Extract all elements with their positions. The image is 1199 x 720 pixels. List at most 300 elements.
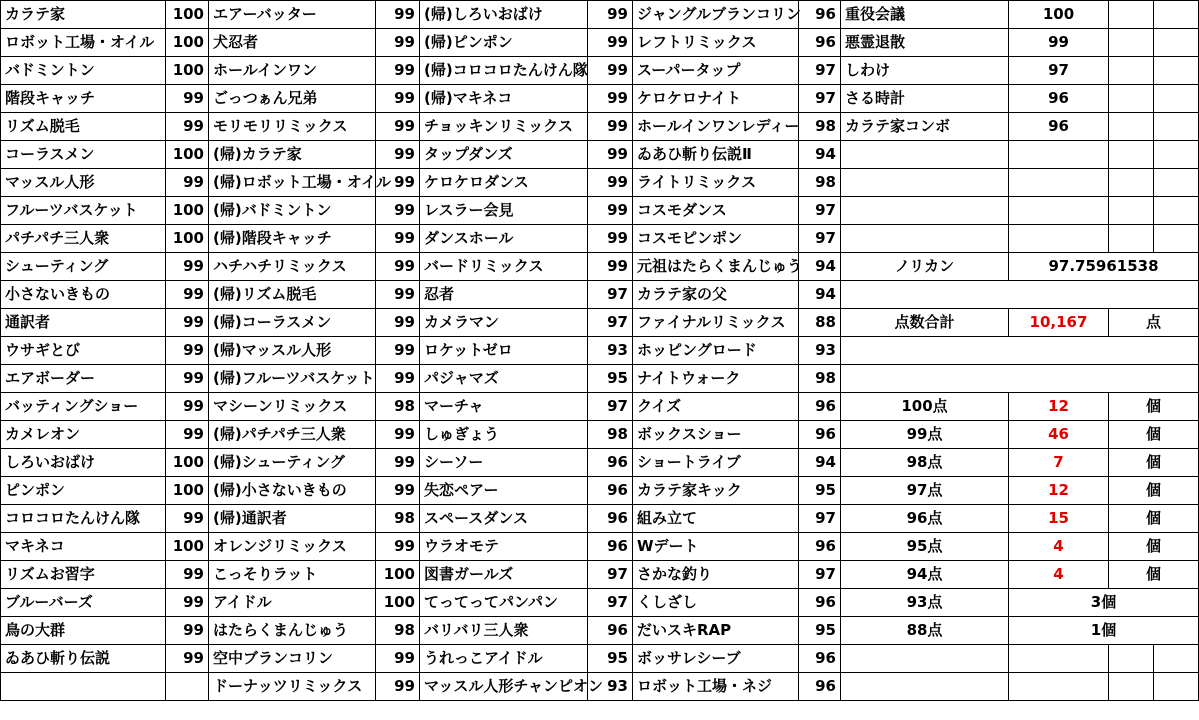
- song-name-cell: マッスル人形: [1, 169, 166, 197]
- score-cell: 99: [588, 197, 633, 225]
- score-cell: 99: [376, 57, 420, 85]
- score-cell: 99: [376, 645, 420, 673]
- score-cell: 97: [799, 197, 841, 225]
- song-name-cell: マキネコ: [1, 533, 166, 561]
- score-cell: 96: [799, 421, 841, 449]
- empty-cell: [1154, 197, 1199, 225]
- total-unit: 点: [1109, 309, 1199, 337]
- score-cell: 99: [166, 365, 209, 393]
- count-label: 97点: [841, 477, 1009, 505]
- norikan-label: ノリカン: [841, 253, 1009, 281]
- score-cell: 96: [799, 673, 841, 701]
- song-name-cell: チョッキンリミックス: [420, 113, 588, 141]
- song-name-cell: こっそりラット: [209, 561, 376, 589]
- song-name-cell: シューティング: [1, 253, 166, 281]
- empty-cell: [1109, 169, 1154, 197]
- count-value: 12: [1009, 477, 1109, 505]
- song-name-cell: さかな釣り: [633, 561, 799, 589]
- count-label: 88点: [841, 617, 1009, 645]
- song-name-cell: カラテ家コンボ: [841, 113, 1009, 141]
- empty-cell: [1154, 225, 1199, 253]
- score-cell: 97: [588, 393, 633, 421]
- table-row: [1, 225, 1199, 253]
- score-cell: 96: [799, 589, 841, 617]
- song-name-cell: コスモピンポン: [633, 225, 799, 253]
- count-unit: 個: [1109, 421, 1199, 449]
- empty-cell: [1109, 673, 1154, 701]
- song-name-cell: (帰)マキネコ: [420, 85, 588, 113]
- song-name-cell: ロボット工場・ネジ: [633, 673, 799, 701]
- score-cell: 95: [799, 477, 841, 505]
- total-label: 点数合計: [841, 309, 1009, 337]
- score-cell: 96: [799, 645, 841, 673]
- count-value: 46: [1009, 421, 1109, 449]
- song-name-cell: カラテ家: [1, 1, 166, 29]
- score-cell: 95: [588, 365, 633, 393]
- song-name-cell: バードリミックス: [420, 253, 588, 281]
- song-name-cell: (帰)階段キャッチ: [209, 225, 376, 253]
- score-cell: 99: [376, 225, 420, 253]
- empty-cell: [1154, 673, 1199, 701]
- table-row: [1, 197, 1199, 225]
- count-unit: 個: [1109, 505, 1199, 533]
- count-value: 1個: [1009, 617, 1199, 645]
- song-name-cell: コーラスメン: [1, 141, 166, 169]
- song-name-cell: ロボット工場・オイル: [1, 29, 166, 57]
- table-row: [1, 169, 1199, 197]
- table-row: [1, 309, 1199, 337]
- song-name-cell: 重役会議: [841, 1, 1009, 29]
- song-name-cell: (帰)コーラスメン: [209, 309, 376, 337]
- song-name-cell: 元祖はたらくまんじゅう: [633, 253, 799, 281]
- song-name-cell: カメラマン: [420, 309, 588, 337]
- count-value: 4: [1009, 561, 1109, 589]
- song-name-cell: ピンポン: [1, 477, 166, 505]
- score-cell: 100: [166, 197, 209, 225]
- score-cell: 97: [1009, 57, 1109, 85]
- song-name-cell: レスラー会見: [420, 197, 588, 225]
- norikan-value: 97.75961538: [1009, 253, 1199, 281]
- song-name-cell: パジャマズ: [420, 365, 588, 393]
- song-name-cell: バリバリ三人衆: [420, 617, 588, 645]
- score-cell: 100: [376, 561, 420, 589]
- score-cell: 96: [799, 29, 841, 57]
- song-name-cell: ボッサレシーブ: [633, 645, 799, 673]
- score-cell: 99: [376, 533, 420, 561]
- song-name-cell: ドーナッツリミックス: [209, 673, 376, 701]
- table-row: [1, 85, 1199, 113]
- empty-cell: [1009, 141, 1109, 169]
- empty-cell: [1109, 225, 1154, 253]
- score-cell: 96: [1009, 85, 1109, 113]
- song-name-cell: スペースダンス: [420, 505, 588, 533]
- empty-cell: [841, 673, 1009, 701]
- song-name-cell: モリモリリミックス: [209, 113, 376, 141]
- score-cell: 100: [1009, 1, 1109, 29]
- score-cell: 99: [588, 113, 633, 141]
- score-cell: 99: [166, 393, 209, 421]
- score-cell: 99: [166, 169, 209, 197]
- score-cell: 99: [588, 1, 633, 29]
- song-name-cell: てってってパンパン: [420, 589, 588, 617]
- song-name-cell: エアボーダー: [1, 365, 166, 393]
- score-cell: 94: [799, 449, 841, 477]
- score-cell: 97: [588, 589, 633, 617]
- score-cell: 96: [588, 477, 633, 505]
- empty-cell: [841, 141, 1009, 169]
- empty-cell: [1009, 225, 1109, 253]
- song-name-cell: ブルーバーズ: [1, 589, 166, 617]
- score-cell: 99: [166, 85, 209, 113]
- empty-cell: [1154, 169, 1199, 197]
- score-cell: 95: [588, 645, 633, 673]
- empty-cell: [841, 281, 1199, 309]
- song-name-cell: フルーツバスケット: [1, 197, 166, 225]
- count-unit: 個: [1109, 561, 1199, 589]
- score-cell: 99: [1009, 29, 1109, 57]
- score-cell: 99: [376, 141, 420, 169]
- score-cell: 99: [376, 113, 420, 141]
- score-cell: 99: [588, 253, 633, 281]
- song-name-cell: [1, 673, 166, 701]
- count-label: 96点: [841, 505, 1009, 533]
- score-cell: 97: [799, 561, 841, 589]
- score-cell: 95: [799, 617, 841, 645]
- score-cell: 88: [799, 309, 841, 337]
- score-cell: 99: [166, 561, 209, 589]
- song-name-cell: ホッピングロード: [633, 337, 799, 365]
- score-cell: 98: [588, 421, 633, 449]
- count-label: 95点: [841, 533, 1009, 561]
- empty-cell: [1109, 113, 1154, 141]
- score-cell: 93: [588, 337, 633, 365]
- table-row: [1, 113, 1199, 141]
- song-name-cell: 階段キャッチ: [1, 85, 166, 113]
- score-cell: 97: [799, 57, 841, 85]
- song-name-cell: Wデート: [633, 533, 799, 561]
- empty-cell: [1154, 1, 1199, 29]
- song-name-cell: ナイトウォーク: [633, 365, 799, 393]
- song-name-cell: (帰)ロボット工場・オイル: [209, 169, 376, 197]
- song-name-cell: 忍者: [420, 281, 588, 309]
- song-name-cell: ウサギとび: [1, 337, 166, 365]
- song-name-cell: ファイナルリミックス: [633, 309, 799, 337]
- score-cell: 97: [799, 225, 841, 253]
- score-cell: 100: [166, 29, 209, 57]
- score-cell: 97: [588, 281, 633, 309]
- song-name-cell: カラテ家キック: [633, 477, 799, 505]
- song-name-cell: ウラオモテ: [420, 533, 588, 561]
- empty-cell: [1109, 141, 1154, 169]
- song-name-cell: (帰)小さないきもの: [209, 477, 376, 505]
- song-name-cell: カラテ家の父: [633, 281, 799, 309]
- count-label: 94点: [841, 561, 1009, 589]
- score-cell: 100: [166, 141, 209, 169]
- score-cell: 99: [376, 309, 420, 337]
- song-name-cell: ボックスショー: [633, 421, 799, 449]
- score-cell: [166, 673, 209, 701]
- song-name-cell: 図書ガールズ: [420, 561, 588, 589]
- count-unit: 個: [1109, 533, 1199, 561]
- empty-cell: [841, 169, 1009, 197]
- song-name-cell: (帰)フルーツバスケット: [209, 365, 376, 393]
- song-name-cell: うれっこアイドル: [420, 645, 588, 673]
- score-cell: 94: [799, 281, 841, 309]
- count-unit: 個: [1109, 477, 1199, 505]
- score-cell: 99: [376, 85, 420, 113]
- score-cell: 96: [1009, 113, 1109, 141]
- score-cell: 99: [376, 197, 420, 225]
- score-cell: 99: [376, 281, 420, 309]
- song-name-cell: リズムお習字: [1, 561, 166, 589]
- song-name-cell: (帰)マッスル人形: [209, 337, 376, 365]
- empty-cell: [841, 365, 1199, 393]
- table-row: [1, 589, 1199, 617]
- song-name-cell: (帰)シューティング: [209, 449, 376, 477]
- song-name-cell: 組み立て: [633, 505, 799, 533]
- song-name-cell: (帰)パチパチ三人衆: [209, 421, 376, 449]
- empty-cell: [1109, 645, 1154, 673]
- table-row: [1, 645, 1199, 673]
- score-cell: 99: [588, 141, 633, 169]
- score-cell: 96: [588, 533, 633, 561]
- song-name-cell: しわけ: [841, 57, 1009, 85]
- table-row: [1, 365, 1199, 393]
- score-cell: 99: [166, 421, 209, 449]
- table-row: [1, 337, 1199, 365]
- empty-cell: [1109, 29, 1154, 57]
- empty-cell: [1154, 29, 1199, 57]
- score-cell: 96: [799, 393, 841, 421]
- score-cell: 100: [166, 1, 209, 29]
- empty-cell: [1009, 645, 1109, 673]
- table-row: [1, 561, 1199, 589]
- score-cell: 98: [376, 393, 420, 421]
- empty-cell: [1154, 57, 1199, 85]
- score-cell: 99: [376, 29, 420, 57]
- song-name-cell: シーソー: [420, 449, 588, 477]
- count-label: 99点: [841, 421, 1009, 449]
- score-cell: 99: [588, 57, 633, 85]
- song-name-cell: エアーバッター: [209, 1, 376, 29]
- empty-cell: [1109, 85, 1154, 113]
- song-name-cell: マーチャ: [420, 393, 588, 421]
- song-name-cell: バッティングショー: [1, 393, 166, 421]
- song-name-cell: (帰)通訳者: [209, 505, 376, 533]
- song-name-cell: 犬忍者: [209, 29, 376, 57]
- score-cell: 99: [166, 589, 209, 617]
- score-cell: 98: [799, 113, 841, 141]
- score-cell: 97: [799, 85, 841, 113]
- song-name-cell: タップダンズ: [420, 141, 588, 169]
- count-unit: 個: [1109, 449, 1199, 477]
- score-cell: 100: [166, 57, 209, 85]
- empty-cell: [1154, 141, 1199, 169]
- song-name-cell: 鳥の大群: [1, 617, 166, 645]
- score-cell: 99: [376, 1, 420, 29]
- score-cell: 99: [588, 85, 633, 113]
- score-cell: 96: [799, 1, 841, 29]
- score-cell: 99: [376, 169, 420, 197]
- empty-cell: [1109, 57, 1154, 85]
- score-cell: 99: [376, 449, 420, 477]
- score-cell: 99: [588, 169, 633, 197]
- score-cell: 99: [376, 421, 420, 449]
- score-cell: 98: [799, 169, 841, 197]
- song-name-cell: ゐあひ斬り伝説: [1, 645, 166, 673]
- count-label: 98点: [841, 449, 1009, 477]
- empty-cell: [841, 645, 1009, 673]
- empty-cell: [841, 337, 1199, 365]
- score-cell: 98: [799, 365, 841, 393]
- score-cell: 99: [376, 365, 420, 393]
- table-row: [1, 1, 1199, 29]
- count-value: 15: [1009, 505, 1109, 533]
- song-name-cell: バドミントン: [1, 57, 166, 85]
- score-cell: 100: [166, 225, 209, 253]
- score-cell: 99: [376, 253, 420, 281]
- table-row: [1, 253, 1199, 281]
- song-name-cell: クイズ: [633, 393, 799, 421]
- song-name-cell: レフトリミックス: [633, 29, 799, 57]
- empty-cell: [841, 225, 1009, 253]
- score-cell: 99: [166, 337, 209, 365]
- song-name-cell: コスモダンス: [633, 197, 799, 225]
- song-name-cell: リズム脱毛: [1, 113, 166, 141]
- score-cell: 97: [588, 561, 633, 589]
- score-cell: 100: [376, 589, 420, 617]
- score-cell: 99: [166, 281, 209, 309]
- song-name-cell: (帰)リズム脱毛: [209, 281, 376, 309]
- score-cell: 96: [799, 533, 841, 561]
- empty-cell: [1154, 645, 1199, 673]
- song-name-cell: ロケットゼロ: [420, 337, 588, 365]
- song-name-cell: ショートライブ: [633, 449, 799, 477]
- song-name-cell: はたらくまんじゅう: [209, 617, 376, 645]
- count-value: 4: [1009, 533, 1109, 561]
- score-cell: 99: [376, 477, 420, 505]
- table-row: [1, 281, 1199, 309]
- empty-cell: [841, 197, 1009, 225]
- table-row: [1, 449, 1199, 477]
- empty-cell: [1009, 197, 1109, 225]
- song-name-cell: だいスキRAP: [633, 617, 799, 645]
- table-row: [1, 617, 1199, 645]
- score-cell: 94: [799, 141, 841, 169]
- count-label: 100点: [841, 393, 1009, 421]
- count-value: 7: [1009, 449, 1109, 477]
- score-cell: 100: [166, 449, 209, 477]
- song-name-cell: (帰)カラテ家: [209, 141, 376, 169]
- score-cell: 96: [588, 617, 633, 645]
- song-name-cell: アイドル: [209, 589, 376, 617]
- song-name-cell: スーパータップ: [633, 57, 799, 85]
- score-cell: 99: [588, 29, 633, 57]
- score-cell: 99: [588, 225, 633, 253]
- table-row: [1, 141, 1199, 169]
- empty-cell: [1109, 197, 1154, 225]
- score-cell: 99: [166, 617, 209, 645]
- song-name-cell: (帰)コロコロたんけん隊: [420, 57, 588, 85]
- score-cell: 99: [166, 309, 209, 337]
- score-cell: 93: [799, 337, 841, 365]
- score-cell: 97: [588, 309, 633, 337]
- table-row: [1, 29, 1199, 57]
- song-name-cell: ライトリミックス: [633, 169, 799, 197]
- score-cell: 99: [376, 337, 420, 365]
- song-name-cell: マッスル人形チャンピオン: [420, 673, 588, 701]
- table-row: [1, 477, 1199, 505]
- table-row: [1, 57, 1199, 85]
- score-cell: 96: [588, 505, 633, 533]
- song-name-cell: (帰)しろいおばけ: [420, 1, 588, 29]
- song-name-cell: しゅぎょう: [420, 421, 588, 449]
- score-cell: 93: [588, 673, 633, 701]
- score-cell: 99: [166, 645, 209, 673]
- score-cell: 100: [166, 533, 209, 561]
- score-cell: 96: [588, 449, 633, 477]
- song-name-cell: さる時計: [841, 85, 1009, 113]
- song-name-cell: ホールインワンレディー: [633, 113, 799, 141]
- empty-cell: [1009, 673, 1109, 701]
- score-cell: 97: [799, 505, 841, 533]
- song-name-cell: (帰)ピンポン: [420, 29, 588, 57]
- song-name-cell: パチパチ三人衆: [1, 225, 166, 253]
- song-name-cell: ゐあひ斬り伝説Ⅱ: [633, 141, 799, 169]
- total-value: 10,167: [1009, 309, 1109, 337]
- empty-cell: [1109, 1, 1154, 29]
- score-cell: 99: [166, 253, 209, 281]
- song-name-cell: ホールインワン: [209, 57, 376, 85]
- song-name-cell: 失恋ペアー: [420, 477, 588, 505]
- song-name-cell: 悪霊退散: [841, 29, 1009, 57]
- score-cell: 94: [799, 253, 841, 281]
- empty-cell: [1009, 169, 1109, 197]
- song-name-cell: コロコロたんけん隊: [1, 505, 166, 533]
- song-name-cell: 空中ブランコリン: [209, 645, 376, 673]
- song-name-cell: ハチハチリミックス: [209, 253, 376, 281]
- score-cell: 99: [166, 505, 209, 533]
- table-row: [1, 421, 1199, 449]
- empty-cell: [1154, 113, 1199, 141]
- count-label: 93点: [841, 589, 1009, 617]
- table-row: [1, 505, 1199, 533]
- score-cell: 98: [376, 505, 420, 533]
- song-name-cell: ダンスホール: [420, 225, 588, 253]
- song-name-cell: (帰)バドミントン: [209, 197, 376, 225]
- song-name-cell: くしざし: [633, 589, 799, 617]
- song-name-cell: しろいおばけ: [1, 449, 166, 477]
- song-name-cell: マシーンリミックス: [209, 393, 376, 421]
- table-row: [1, 393, 1199, 421]
- song-name-cell: オレンジリミックス: [209, 533, 376, 561]
- score-cell: 99: [166, 113, 209, 141]
- count-value: 3個: [1009, 589, 1199, 617]
- song-name-cell: ごっつぁん兄弟: [209, 85, 376, 113]
- empty-cell: [1154, 85, 1199, 113]
- song-name-cell: ケロケロナイト: [633, 85, 799, 113]
- table-row: [1, 673, 1199, 701]
- table-row: [1, 533, 1199, 561]
- count-unit: 個: [1109, 393, 1199, 421]
- count-value: 12: [1009, 393, 1109, 421]
- song-name-cell: ケロケロダンス: [420, 169, 588, 197]
- song-name-cell: ジャングルブランコリン: [633, 1, 799, 29]
- song-name-cell: カメレオン: [1, 421, 166, 449]
- song-name-cell: 小さないきもの: [1, 281, 166, 309]
- score-cell: 98: [376, 617, 420, 645]
- score-cell: 99: [376, 673, 420, 701]
